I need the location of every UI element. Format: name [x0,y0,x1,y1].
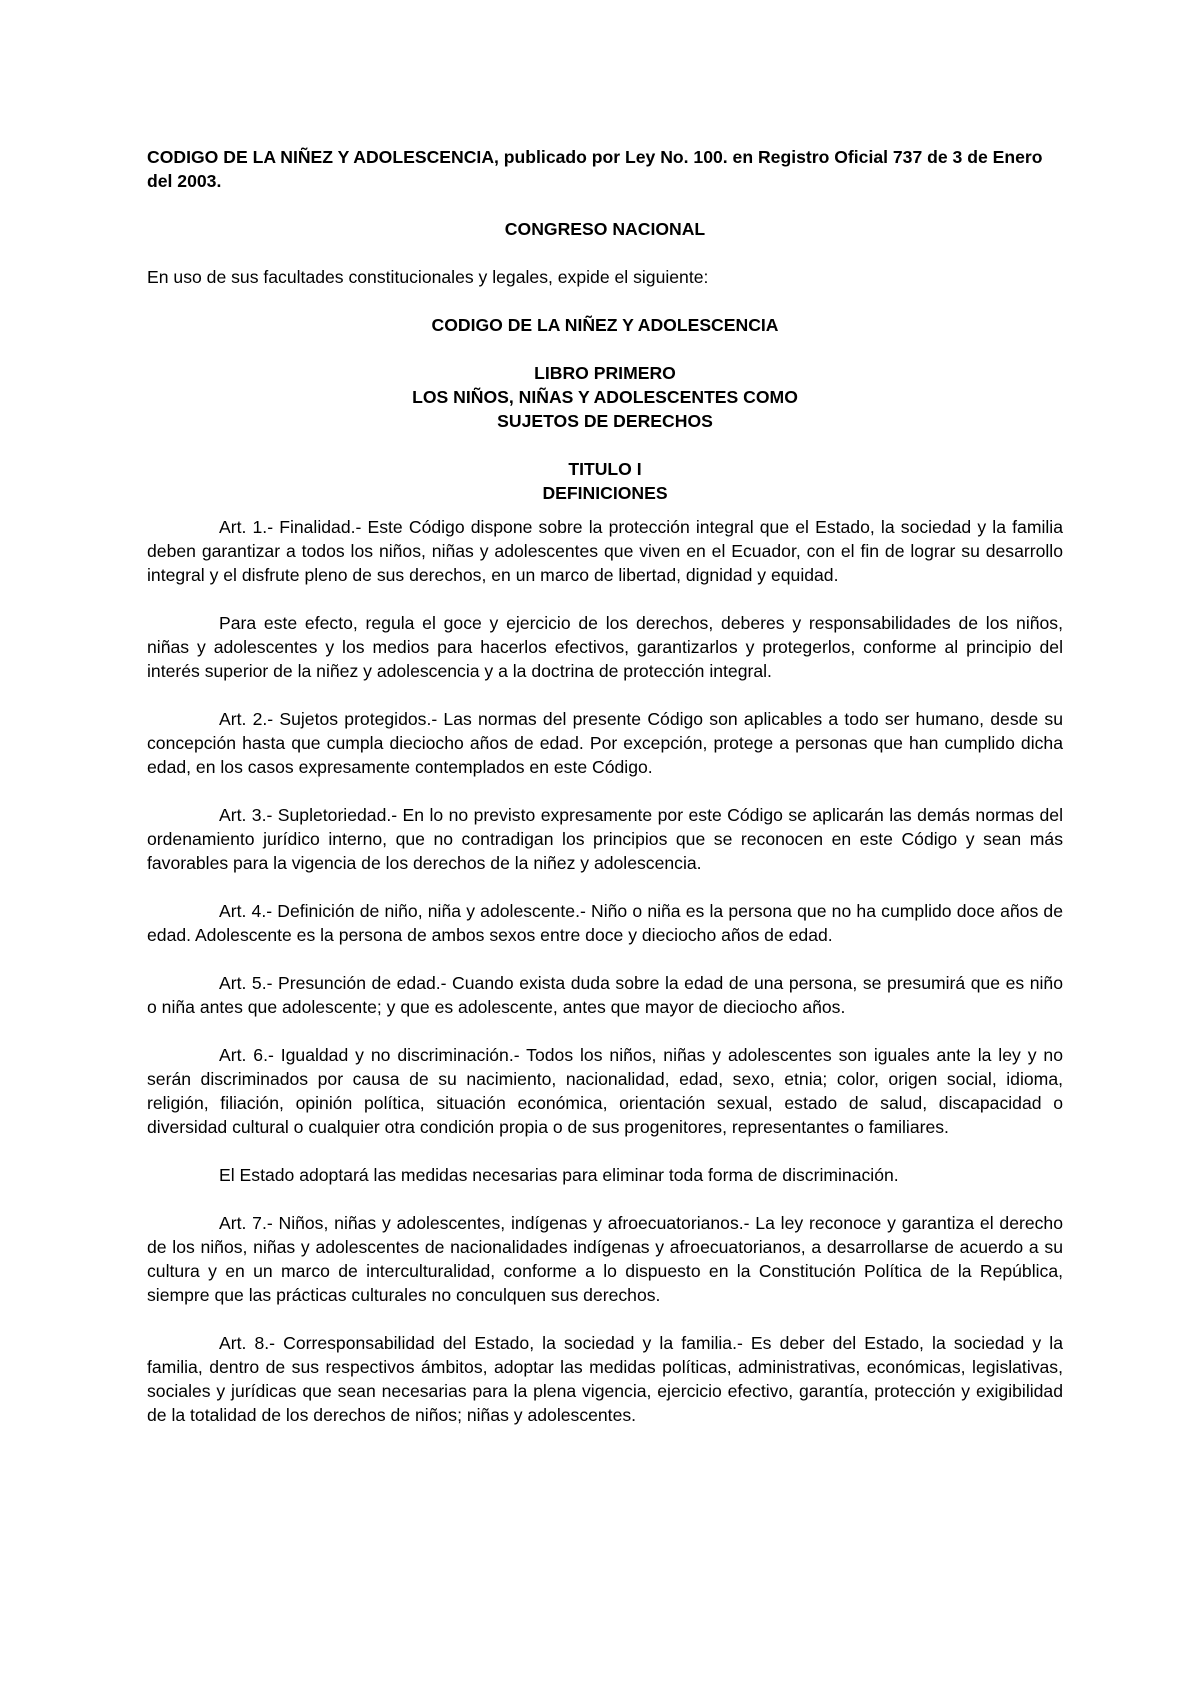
article-6-continuation-paragraph: El Estado adoptará las medidas necesarias para eliminar toda forma de discriminación. [219,1165,899,1185]
article-1-continuation-paragraph: Para este efecto, regula el goce y ejercicio de los derechos, deberes y responsabilidades de los niños, niñas y adolescentes y los medios para hacerlos efectivos, garantizarlos y protegerlos, conforme al principio del interés superior de la niñez y adolescencia y a la doctrina de protección integral. [147,613,1063,681]
intro-text: En uso de sus facultades constitucionales y legales, expide el siguiente: [147,267,709,287]
title-name: DEFINICIONES [542,483,668,503]
document-header: CODIGO DE LA NIÑEZ Y ADOLESCENCIA, publicado por Ley No. 100. en Registro Oficial 737 de 3 de Enero del 2003. [147,147,1043,191]
book-subtitle-line-1: LOS NIÑOS, NIÑAS Y ADOLESCENTES COMO [412,387,798,407]
article-2-paragraph: Art. 2.- Sujetos protegidos.- Las normas del presente Código son aplicables a todo ser humano, desde su concepción hasta que cumpla dieciocho años de edad. Por excepción, protege a personas que han cumplido dicha edad, en los casos expresamente contemplados en este Código. [147,709,1063,777]
spacer [147,505,1063,515]
spacer [147,241,1063,265]
congress-heading: CONGRESO NACIONAL [504,219,706,239]
spacer [147,337,1063,361]
title-label: TITULO I [568,459,642,479]
book-subtitle-line-2: SUJETOS DE DERECHOS [497,411,713,431]
article-3-paragraph: Art. 3.- Supletoriedad.- En lo no previsto expresamente por este Código se aplicarán las demás normas del ordenamiento jurídico interno, que no contradigan los principios que se reconocen en este Código y sean más favorables para la vigencia de los derechos de la niñez y adolescencia. [147,805,1063,873]
article-7-paragraph: Art. 7.- Niños, niñas y adolescentes, indígenas y afroecuatorianos.- La ley reconoce y garantiza el derecho de los niños, niñas y adolescentes de nacionalidades indígenas y afroecuatorianos, a desarrollarse de acuerdo a su cultura y en un marco de interculturalidad, conforme a lo dispuesto en la Constitución Política de la República, siempre que las prácticas culturales no conculquen sus derechos. [147,1213,1063,1305]
article-8-paragraph: Art. 8.- Corresponsabilidad del Estado, la sociedad y la familia.- Es deber del Estado, la sociedad y la familia, dentro de sus respectivos ámbitos, adoptar las medidas políticas, administrativas, económicas, legislativas, sociales y jurídicas que sean necesarias para la plena vigencia, ejercicio efectivo, garantía, protección y exigibilidad de la totalidad de los derechos de niños; niñas y adolescentes. [147,1333,1063,1425]
document-page [147,145,1063,1451]
article-6-paragraph: Art. 6.- Igualdad y no discriminación.- Todos los niños, niñas y adolescentes son iguales ante la ley y no serán discriminados por causa de su nacimiento, nacionalidad, edad, sexo, etnia; color, origen social, idioma, religión, filiación, opinión política, situación económica, orientación sexual, estado de salud, discapacidad o diversidad cultural o cualquier otra condición propia o de sus progenitores, representantes o familiares. [147,1045,1063,1137]
code-title: CODIGO DE LA NIÑEZ Y ADOLESCENCIA [431,315,779,335]
article-4-paragraph: Art. 4.- Definición de niño, niña y adolescente.- Niño o niña es la persona que no ha cumplido doce años de edad. Adolescente es la persona de ambos sexos entre doce y dieciocho años de edad. [147,901,1063,945]
article-5-paragraph: Art. 5.- Presunción de edad.- Cuando exista duda sobre la edad de una persona, se presumirá que es niño o niña antes que adolescente; y que es adolescente, antes que mayor de dieciocho años. [147,973,1063,1017]
book-title: LIBRO PRIMERO [534,363,676,383]
article-1-paragraph: Art. 1.- Finalidad.- Este Código dispone sobre la protección integral que el Estado, la sociedad y la familia deben garantizar a todos los niños, niñas y adolescentes que viven en el Ecuador, con el fin de lograr su desarrollo integral y el disfrute pleno de sus derechos, en un marco de libertad, dignidad y equidad. [147,517,1063,585]
spacer [147,433,1063,457]
